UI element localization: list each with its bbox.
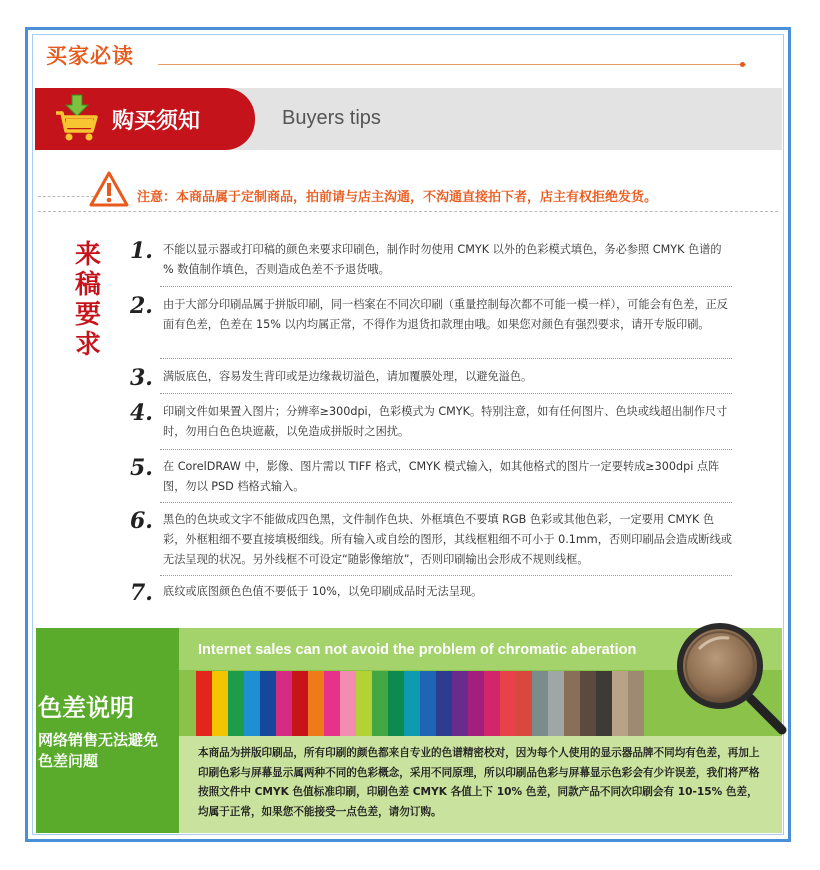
item-separator [160,449,732,450]
color-swatch [564,671,580,736]
item-text: 不能以显示器或打印稿的颜色来要求印刷色，制作时勿使用 CMYK 以外的色彩模式填色，务必参照 CMYK 色谱的 % 数值制作填色，否则造成色差不予退货哦。 [163,243,722,276]
banner-title-en: Buyers tips [282,107,381,129]
color-swatch [372,671,388,736]
requirements-side-label: 来稿要求 [74,240,101,360]
color-difference-description: 本商品为拼版印刷品，所有印刷的颜色都来自专业的色谱精密校对，因为每个人使用的显示器品牌不同均有色差，再加上印刷色彩与屏幕显示属两种不同的色彩概念，采用不同原理，所以印刷品色彩与屏幕显示色彩会有少许误差，我们将严格按照文件中 CMYK 色值标准印刷，印刷色差 CMYK 各值上下 10% 色差，同款产品不同次印刷会有 10-15% 色差，均属于正常，如果您不能接受一点色差，请勿订购。 [198,747,760,818]
color-swatch [308,671,324,736]
notice-text: 注意：本商品属于定制商品，拍前请与店主沟通，不沟通直接拍下者，店主有权拒绝发货。 [137,190,658,205]
color-swatch [628,671,644,736]
color-swatch [452,671,468,736]
color-swatch [388,671,404,736]
item-number: 5. [130,455,153,481]
color-swatch [596,671,612,736]
item-separator [160,575,732,576]
color-swatch [196,671,212,736]
color-difference-english-heading: Internet sales can not avoid the problem of chromatic aberation [198,642,637,658]
color-difference-subtitle: 网络销售无法避免色差问题 [38,731,159,770]
notice-dashed-left [38,196,94,197]
banner-title-cn: 购买须知 [112,109,201,134]
color-swatch [244,671,260,736]
item-separator [160,358,732,359]
item-separator [160,286,732,287]
shopping-cart-icon [52,93,102,143]
color-swatch [324,671,340,736]
color-swatch [468,671,484,736]
item-text: 满版底色，容易发生背印或是边缘裁切溢色，请加覆膜处理，以避免溢色。 [163,370,533,383]
item-text: 在 CorelDRAW 中，影像、图片需以 TIFF 格式，CMYK 模式输入，如其他格式的图片一定要转成≥300dpi 点阵图，勿以 PSD 档格式输入。 [163,460,720,493]
item-separator [160,393,732,394]
item-text: 印刷文件如果置入图片；分辨率≥300dpi，色彩模式为 CMYK。特别注意，如有任何图片、色块或线超出制作尺寸时，勿用白色色块遮蔽，以免造成拼版时之困扰。 [163,405,728,438]
color-swatch [420,671,436,736]
title-underline [158,64,746,65]
item-separator [160,502,732,503]
color-swatch [292,671,308,736]
item-text: 底纹或底图颜色色值不要低于 10%，以免印刷成品时无法呈现。 [163,585,483,598]
item-text: 由于大部分印刷品属于拼版印刷，同一档案在不同次印刷（重量控制每次都不可能一模一样），可能会有色差，正反面有色差，色差在 15% 以内均属正常，不得作为退货扣款理由哦。如果您对颜色有强烈要求，请开专版印刷。 [163,298,728,331]
color-swatch [532,671,548,736]
color-swatch [436,671,452,736]
item-number: 2. [130,293,153,319]
color-swatch-strip [196,671,644,736]
color-swatch [580,671,596,736]
title-dot [740,62,745,67]
color-swatch [260,671,276,736]
color-swatch [548,671,564,736]
item-number: 7. [130,580,153,606]
color-swatch [500,671,516,736]
color-difference-title: 色差说明 [38,694,134,722]
color-swatch [276,671,292,736]
color-swatch [404,671,420,736]
color-swatch [340,671,356,736]
item-number: 4. [130,400,153,426]
color-swatch [516,671,532,736]
color-swatch [212,671,228,736]
item-number: 6. [130,508,153,534]
page-title: 买家必读 [46,44,134,68]
color-swatch [612,671,628,736]
page-title-row [46,40,134,70]
item-number: 1. [130,238,153,264]
warning-icon [88,170,130,210]
magnifying-glass-icon [672,616,790,736]
color-swatch [228,671,244,736]
color-swatch [356,671,372,736]
item-number: 3. [130,365,153,391]
color-swatch [484,671,500,736]
item-text: 黑色的色块或文字不能做成四色黑，文件制作色块、外框填色不要填 RGB 色彩或其他色彩，一定要用 CMYK 色彩，外框粗细不要直接填极细线。所有输入或自绘的图形，其线框粗细不可小于 0.1mm，否则印刷品会造成断线或无法呈现的状况。另外线框不可设定“随影像缩放”，否则印刷输出会形成不规则线框。 [163,513,732,566]
notice-dashed-line [38,211,778,212]
